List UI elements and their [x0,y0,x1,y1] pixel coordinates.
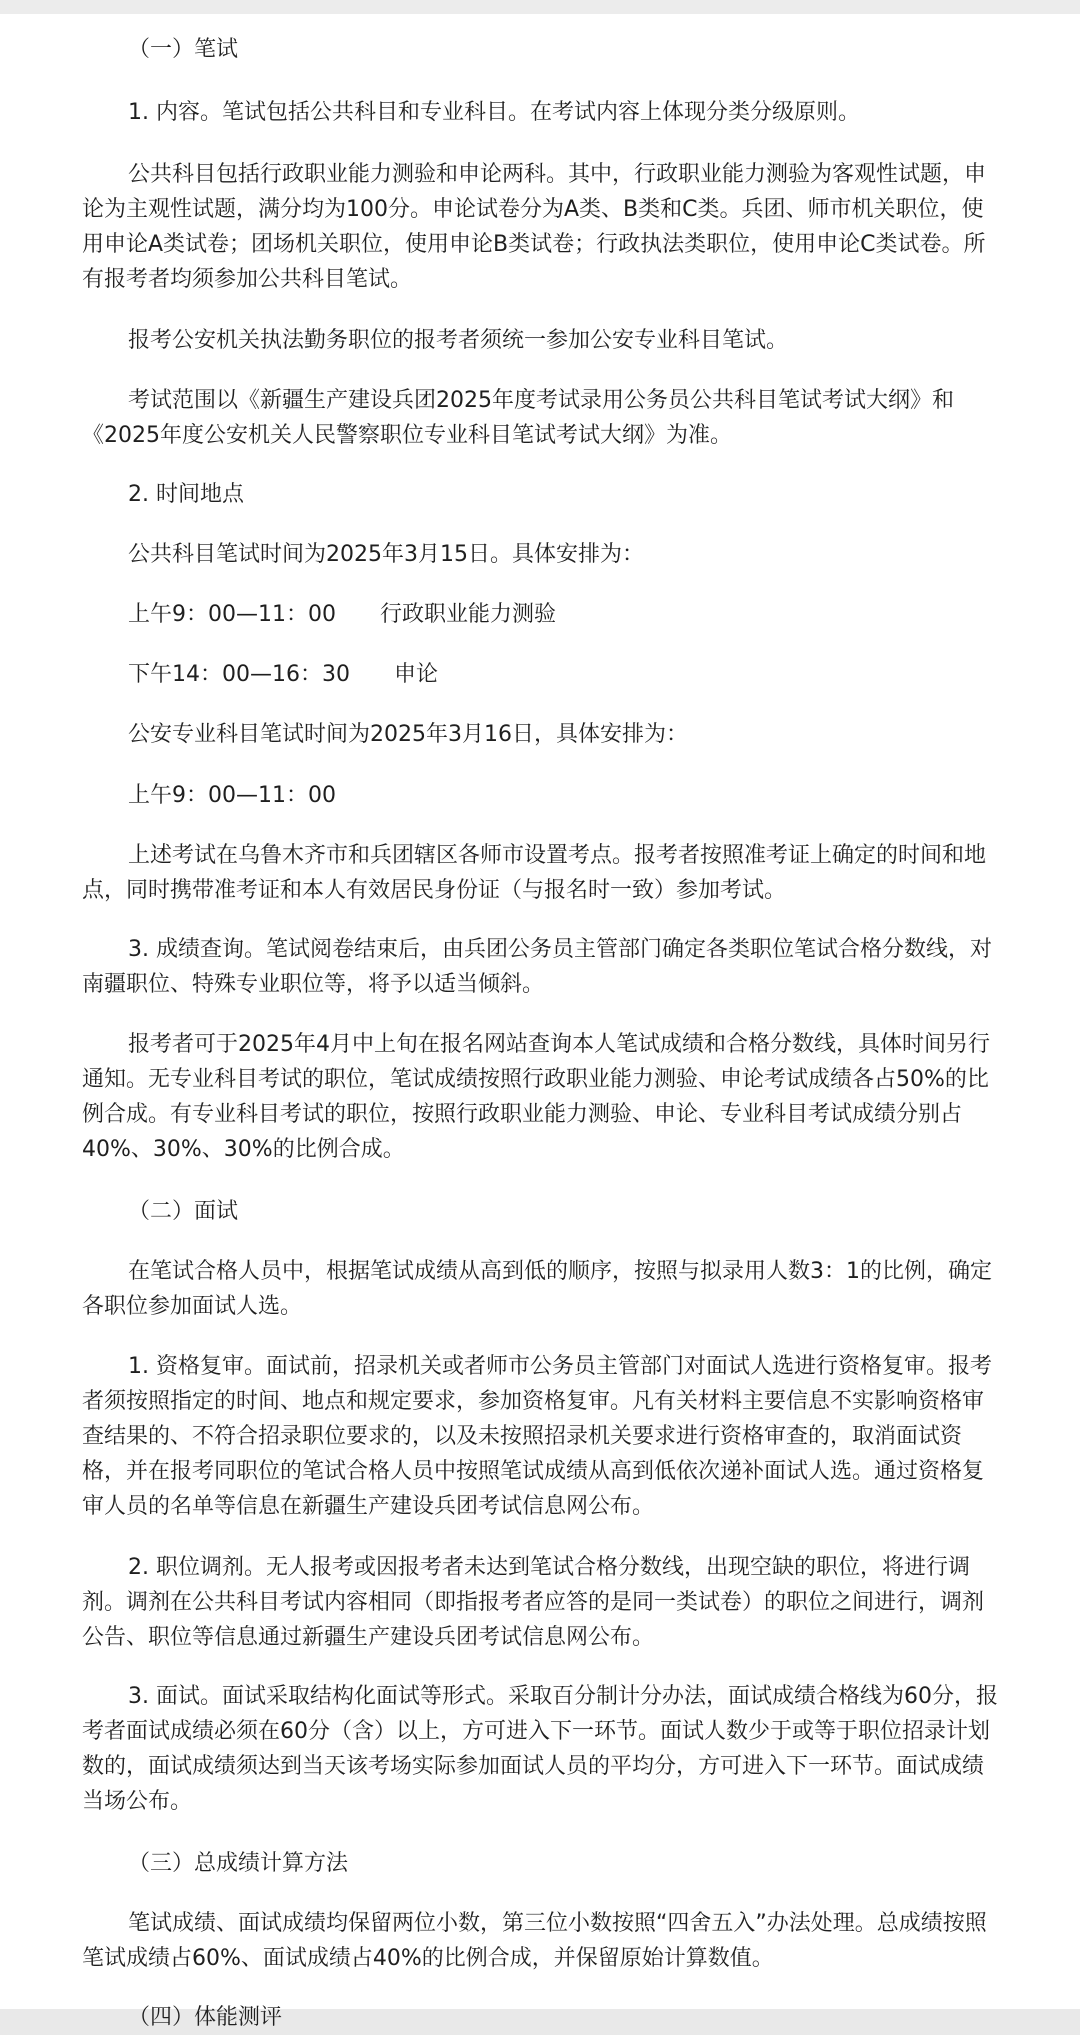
top-cutoff-strip [0,0,1080,15]
paragraph: 笔试成绩、面试成绩均保留两位小数，第三位小数按照“四舍五入”办法处理。总成绩按照笔试成绩占60%、面试成绩占40%的比例合成，并保留原始计算数值。 [82,1911,987,1971]
paragraph: 公共科目包括行政职业能力测验和申论两科。其中，行政职业能力测验为客观性试题，申论为主观性试题，满分均为100分。申论试卷分为A类、B类和C类。兵团、师市机关职位，使用申论A类试卷；团场机关职位，使用申论B类试卷；行政执法类职位，使用申论C类试卷。所有报考者均须参加公共科目笔试。 [82,162,987,292]
paragraph: 在笔试合格人员中，根据笔试成绩从高到低的顺序，按照与拟录用人数3：1的比例，确定各职位参加面试人选。 [82,1259,992,1319]
paragraph: 1. 资格复审。面试前，招录机关或者师市公务员主管部门对面试人选进行资格复审。报考者须按照指定的时间、地点和规定要求，参加资格复审。凡有关材料主要信息不实影响资格审查结果的、不符合招录职位要求的，以及未按照招录机关要求进行资格审查的，取消面试资格，并在报考同职位的笔试合格人员中按照笔试成绩从高到低依次递补面试人选。通过资格复审人员的名单等信息在新疆生产建设兵团考试信息网公布。 [82,1354,992,1519]
schedule-line: 下午14：00—16：30 申论 [128,662,438,687]
paragraph: 3. 成绩查询。笔试阅卷结束后，由兵团公务员主管部门确定各类职位笔试合格分数线，对南疆职位、特殊专业职位等，将予以适当倾斜。 [82,937,992,997]
paragraph: 报考公安机关执法勤务职位的报考者须统一参加公安专业科目笔试。 [128,328,789,353]
paragraph: 公安专业科目笔试时间为2025年3月16日，具体安排为： [128,722,688,747]
section-heading-total-score: （三）总成绩计算方法 [128,1851,349,1876]
section-heading-interview: （二）面试 [128,1199,239,1224]
paragraph: 公共科目笔试时间为2025年3月15日。具体安排为： [128,542,644,567]
paragraph: 2. 职位调剂。无人报考或因报考者未达到笔试合格分数线，出现空缺的职位，将进行调剂。调剂在公共科目考试内容相同（即指报考者应答的是同一类试卷）的职位之间进行，调剂公告、职位等信息通过新疆生产建设兵团考试信息网公布。 [82,1555,985,1650]
paragraph: 考试范围以《新疆生产建设兵团2025年度考试录用公务员公共科目笔试考试大纲》和《2025年度公安机关人民警察职位专业科目笔试考试大纲》为准。 [82,388,954,448]
paragraph: 上述考试在乌鲁木齐市和兵团辖区各师市设置考点。报考者按照准考证上确定的时间和地点，同时携带准考证和本人有效居民身份证（与报名时一致）参加考试。 [82,843,987,903]
section-heading-written-exam: （一）笔试 [128,37,239,62]
section-heading-fitness-test: （四）体能测评 [128,2005,283,2030]
schedule-line: 上午9：00—11：00 行政职业能力测验 [128,602,556,627]
paragraph: 1. 内容。笔试包括公共科目和专业科目。在考试内容上体现分类分级原则。 [128,100,860,125]
paragraph: 3. 面试。面试采取结构化面试等形式。采取百分制计分办法，面试成绩合格线为60分，报考者面试成绩必须在60分（含）以上，方可进入下一环节。面试人数少于或等于职位招录计划数的，面试成绩须达到当天该考场实际参加面试人员的平均分，方可进入下一环节。面试成绩当场公布。 [82,1684,998,1814]
article-page[interactable] [0,14,1080,2030]
paragraph: 报考者可于2025年4月中上旬在报名网站查询本人笔试成绩和合格分数线，具体时间另行通知。无专业科目考试的职位，笔试成绩按照行政职业能力测验、申论考试成绩各占50%的比例合成。有专业科目考试的职位，按照行政职业能力测验、申论、专业科目考试成绩分别占40%、30%、30%的比例合成。 [82,1032,990,1162]
schedule-line: 上午9：00—11：00 [128,783,336,808]
paragraph: 2. 时间地点 [128,482,244,507]
